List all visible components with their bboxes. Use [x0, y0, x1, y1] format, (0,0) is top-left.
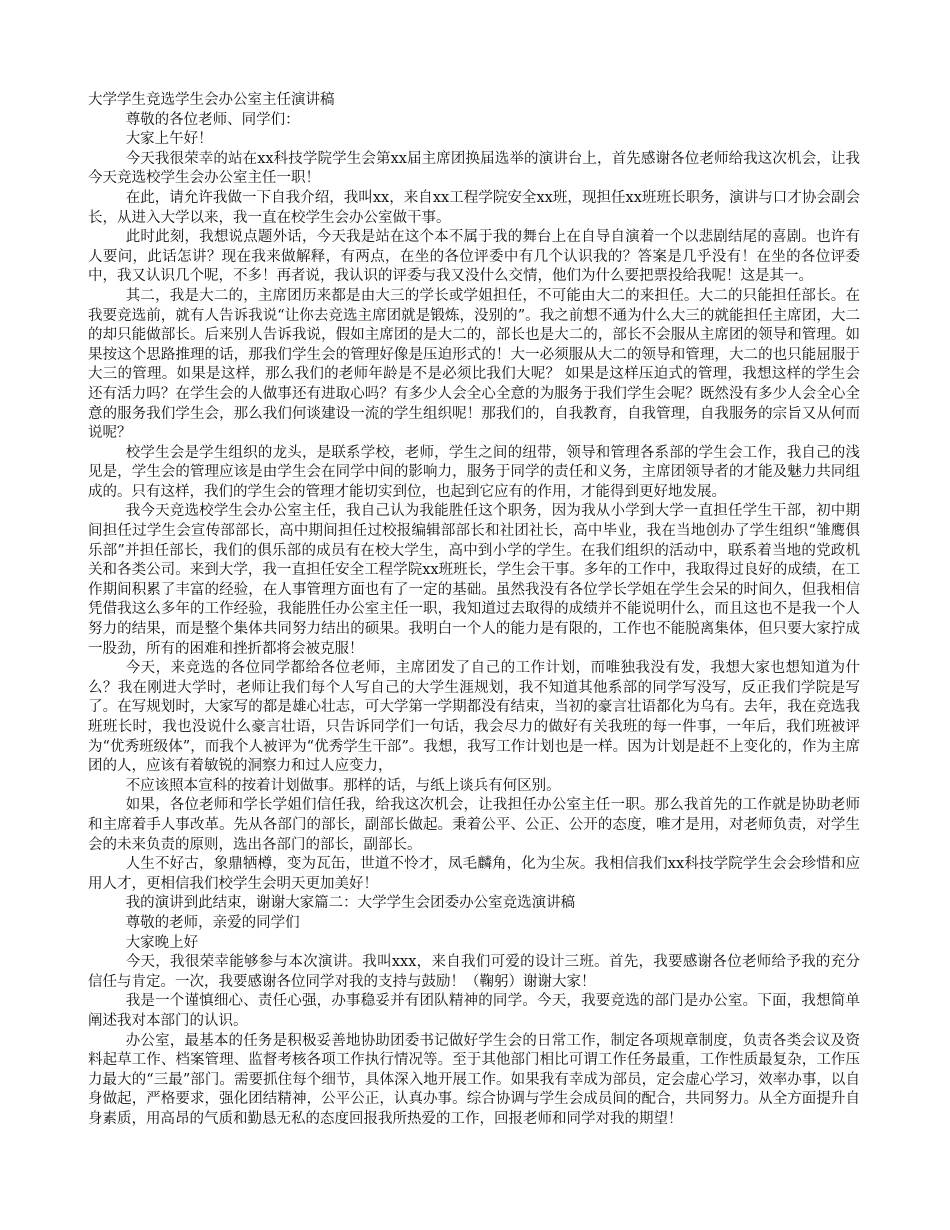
paragraph-1: 尊敬的各位老师、同学们： — [125, 111, 300, 128]
paragraph-8: 我今天竞选校学生会办公室主任，我自己认为我能胜任这个职务，因为我从小学到大学一直担任学生干部，初中期间担任过学生会宣传部部长，高中期间担任过校报编辑部部长和社团社长，高中毕业，我在当地创办了学生组织“雏鹰俱乐部”并担任部长，我们的俱乐部的成员有在校大学生，高中到小学的学生。在我们组织的活动中，联系着当地的党政机关和各类公司。来到大学，我一直担任安全工程学院xx班班长，学生会干事。多年的工作中，我取得过良好的成绩，在工作期间积累了丰富的经验，在人事管理方面也有了一定的基础。虽然我没有各位学长学姐在学生会呆的时间久，但我相信凭借我这么多年的工作经验，我能胜任办公室主任一职，我知道过去取得的成绩并不能说明什么，而且这也不是我一个人努力的结果，而是整个集体共同努力结出的硕果。我明白一个人的能力是有限的，工作也不能脱离集体，但只要大家拧成一股劲，所有的困难和挫折都将会被克服！ — [88, 503, 860, 657]
paragraph-4: 在此，请允许我做一下自我介绍，我叫xx，来自xx工程学院安全xx班，现担任xx班班长职务，演讲与口才协会副会长，从进入大学以来，我一直在校学生会办公室做干事。 — [88, 189, 860, 226]
paragraph-9: 今天，来竞选的各位同学都给各位老师，主席团发了自己的工作计划，而唯独我没有发，我想大家也想知道为什么？我在刚进大学时，老师让我们每个人写自己的大学生涯规划，我不知道其他系部的同学写没写，反正我们学院是写了。在写规划时，大家写的都是雄心壮志，可大学第一学期都没有结束，当初的豪言壮语都化为乌有。去年，我在竞选我班班长时，我也没说什么豪言壮语，只告诉同学们一句话，我会尽力的做好有关我班的每一件事，一年后，我们班被评为“优秀班级体”，而我个人被评为“优秀学生干部”。我想，我写工作计划也是一样。因为计划是赶不上变化的，作为主席团的人，应该有着敏锐的洞察力和过人应变力， — [88, 660, 860, 775]
paragraph-2: 大家上午好！ — [125, 131, 213, 148]
document-title: 大学学生竞选学生会办公室主任演讲稿 — [88, 92, 335, 108]
paragraph-18: 办公室，最基本的任务是积极妥善地协助团委书记做好学生会的日常工作，制定各项规章制度，负责各类会议及资料起草工作、档案管理、监督考核各项工作执行情况等。至于其他部门相比可谓工作任务最重，工作性质最复杂，工作压力最大的“三最”部门。需要抓住每个细节，具体深入地开展工作。如果我有幸成为部员，定会虚心学习，效率办事，以自身做起，严格要求，强化团结精神，公平公正，认真办事。综合协调与学生会成员间的配合，共同努力。从全方面提升自身素质，用高昂的气质和勤恳无私的态度回报我所热爱的工作，回报老师和同学对我的期望！ — [88, 1032, 860, 1127]
paragraph-5: 此时此刻，我想说点题外话，今天我是站在这个本不属于我的舞台上在自导自演着一个以悲剧结尾的喜剧。也许有人要问，此话怎讲？现在我来做解释，有两点，在坐的各位评委中有几个认识我的？答案是几乎没有！在坐的各位评委中，我又认识几个呢，不多！再者说，我认识的评委与我又没什么交情，他们为什么要把票投给我呢！这是其一。 — [88, 229, 860, 285]
document-page — [88, 91, 860, 1129]
paragraph-14: 尊敬的老师，亲爱的同学们 — [125, 914, 300, 931]
paragraph-15: 大家晚上好 — [125, 934, 199, 951]
paragraph-16: 今天，我很荣幸能够参与本次演讲。我叫xxx，来自我们可爱的设计三班。首先，我要感谢各位老师给予我的充分信任与肯定。一次，我要感谢各位同学对我的支持与鼓励！（鞠躬）谢谢大家！ — [88, 954, 860, 990]
paragraph-17: 我是一个谨慎细心、责任心强，办事稳妥并有团队精神的同学。今天，我要竞选的部门是办公室。下面，我想简单阐述我对本部门的认识。 — [88, 993, 860, 1029]
paragraph-3: 今天我很荣幸的站在xx科技学院学生会第xx届主席团换届选举的演讲台上，首先感谢各位老师给我这次机会，让我今天竞选校学生会办公室主任一职！ — [88, 150, 860, 187]
paragraph-13: 我的演讲到此结束，谢谢大家篇二：大学学生会团委办公室竞选演讲稿 — [125, 895, 576, 912]
document-body — [88, 111, 860, 1130]
paragraph-10: 不应该照本宣科的按着计划做事。那样的话，与纸上谈兵有何区别。 — [125, 777, 561, 794]
paragraph-7: 校学生会是学生组织的龙头，是联系学校，老师，学生之间的纽带，领导和管理各系部的学生会工作，我自己的浅见是，学生会的管理应该是由学生会在同学中间的影响力，服务于同学的责任和义务，主席团领导者的才能及魅力共同组成的。只有这样，我们的学生会的管理才能切实到位，也起到它应有的作用，才能得到更好地发展。 — [88, 444, 860, 500]
paragraph-12: 人生不好古，象鼎牺樽，变为瓦缶，世道不怜才，凤毛麟角，化为尘灰。我相信我们xx科技学院学生会会珍惜和应用人才，更相信我们校学生会明天更加美好！ — [88, 856, 860, 892]
paragraph-6: 其二，我是大二的，主席团历来都是由大三的学长或学姐担任，不可能由大二的来担任。大二的只能担任部长。在我要竞选前，就有人告诉我说“让你去竞选主席团就是锻炼，没别的”。我之前想不通为什么大三的就能担任主席团，大二的却只能做部长。后来别人告诉我说，假如主席团的是大二的，部长也是大二的，部长不会服从主席团的领导和管理。如果按这个思路推理的话，那我们学生会的管理好像是压迫形式的！大一必须服从大二的领导和管理，大二的也只能屈服于大三的管理。如果是这样，那么我们的老师年龄是不是必须比我们大呢？ 如果是这样压迫式的管理，我想这样的学生会还有活力吗？在学生会的人做事还有进取心吗？有多少人会全心全意的为服务于我们学生会呢？既然没有多少人会全心全意的服务我们学生会，那么我们何谈建设一流的学生组织呢！那我们的，自我教育，自我管理，自我服务的宗旨又从何而说呢？ — [88, 287, 860, 442]
paragraph-11: 如果，各位老师和学长学姐们信任我，给我这次机会，让我担任办公室主任一职。那么我首先的工作就是协助老师和主席着手人事改革。先从各部门的部长，副部长做起。秉着公平、公正、公开的态度，唯才是用，对老师负责，对学生会的未来负责的原则，选出各部门的部长，副部长。 — [88, 797, 860, 853]
